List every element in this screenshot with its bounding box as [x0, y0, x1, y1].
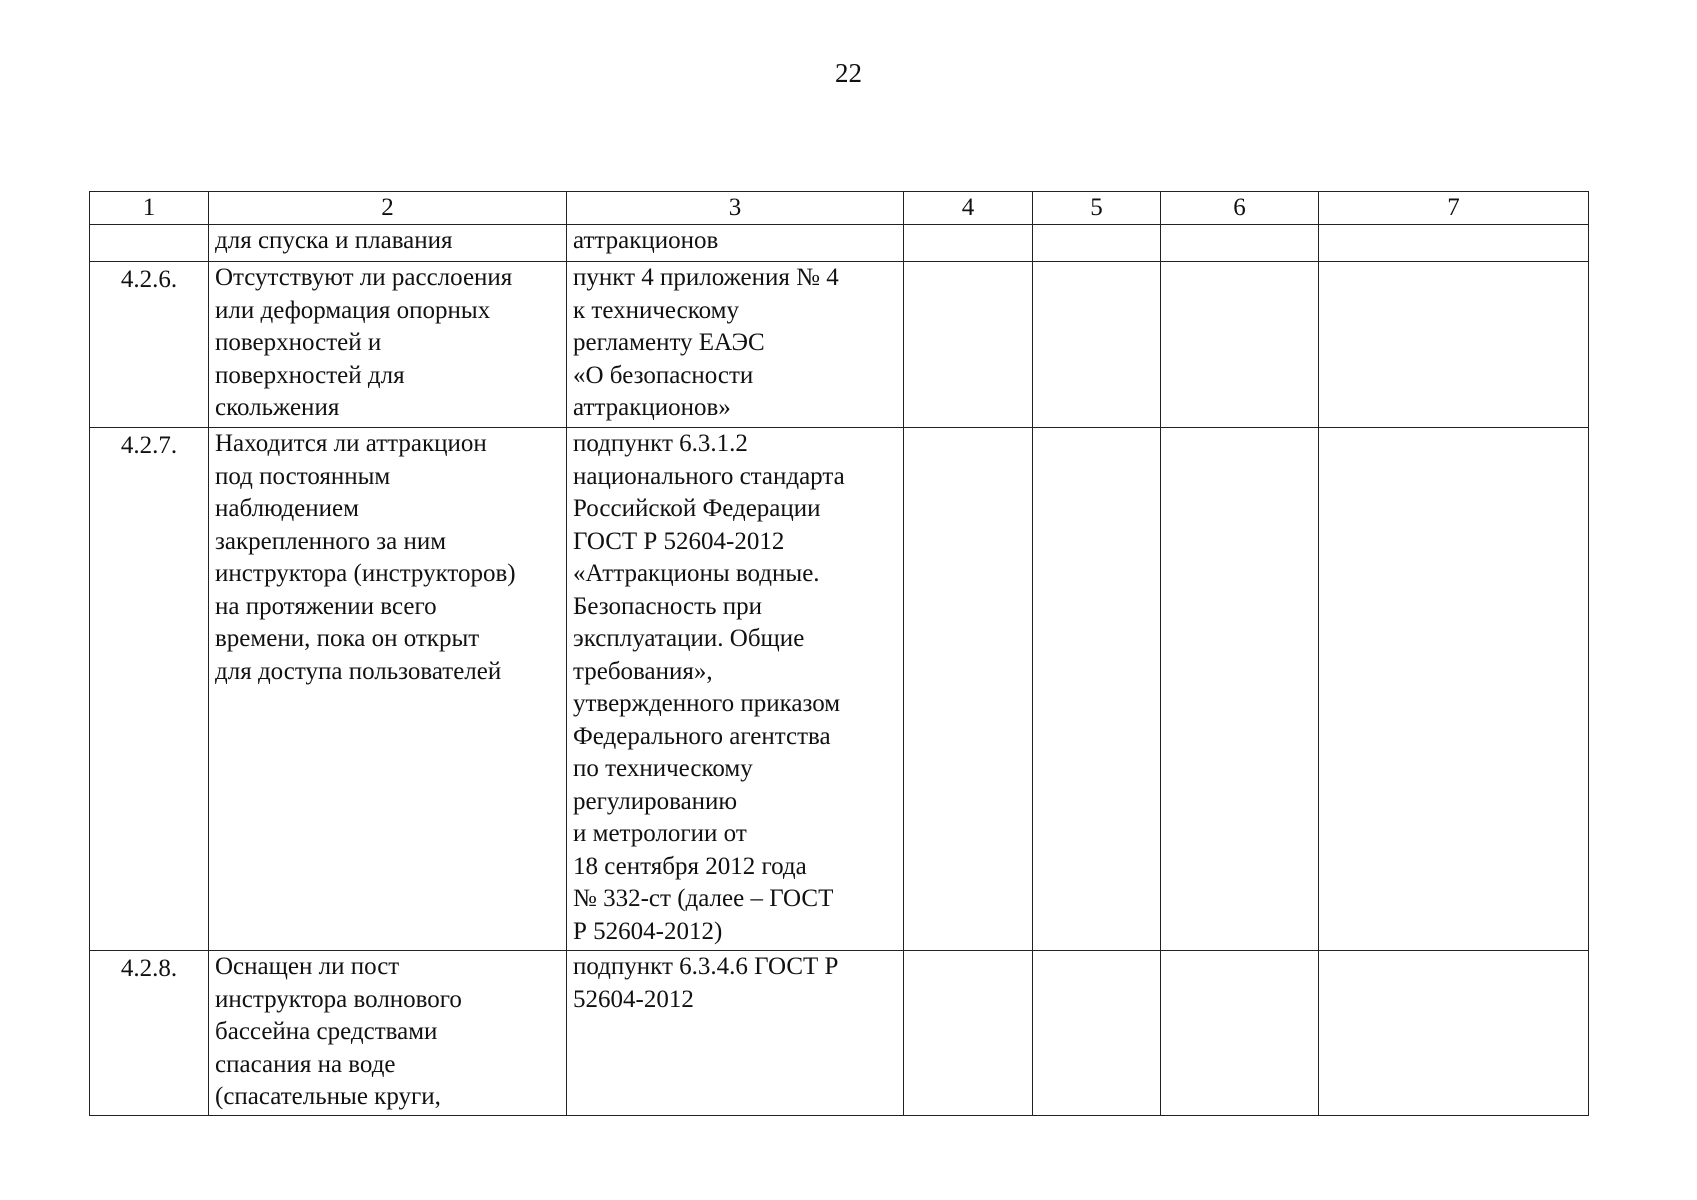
answer-cell-6: [1161, 428, 1319, 951]
header-cell-1: 1: [90, 192, 209, 225]
reference-cell: аттракционов: [567, 225, 904, 262]
answer-cell-6: [1161, 262, 1319, 428]
reference-cell: подпункт 6.3.1.2 национального стандарта Российской Федерации ГОСТ Р 52604-2012 «Аттракционы водные. Безопасность при эксплуатации. Общие требования», утвержденного приказом Федерального агентства по техническому регулированию и метрологии от 18 сентября 2012 года № 332-ст (далее – ГОСТ Р 52604-2012): [567, 428, 904, 951]
answer-cell-4: [904, 428, 1033, 951]
answer-cell-5: [1033, 262, 1161, 428]
checklist-table: [89, 191, 1589, 1116]
table-row: [90, 225, 1589, 262]
page-number: 22: [835, 58, 862, 88]
reference-cell: пункт 4 приложения № 4 к техническому регламенту ЕАЭС «О безопасности аттракционов»: [567, 262, 904, 428]
answer-cell-5: [1033, 225, 1161, 262]
answer-cell-7: [1319, 951, 1589, 1116]
header-cell-3: 3: [567, 192, 904, 225]
answer-cell-4: [904, 225, 1033, 262]
item-number: 4.2.6.: [90, 262, 209, 428]
header-cell-2: 2: [209, 192, 567, 225]
question-cell: Находится ли аттракцион под постоянным наблюдением закрепленного за ним инструктора (инструкторов) на протяжении всего времени, пока он открыт для доступа пользователей: [209, 428, 567, 951]
table-row: [90, 951, 1589, 1116]
table-row: [90, 262, 1589, 428]
header-cell-6: 6: [1161, 192, 1319, 225]
header-cell-4: 4: [904, 192, 1033, 225]
answer-cell-4: [904, 951, 1033, 1116]
table-header-row: [90, 192, 1589, 225]
question-cell: для спуска и плавания: [209, 225, 567, 262]
answer-cell-7: [1319, 225, 1589, 262]
answer-cell-4: [904, 262, 1033, 428]
item-number: [90, 225, 209, 262]
question-cell: Отсутствуют ли расслоения или деформация опорных поверхностей и поверхностей для скольжения: [209, 262, 567, 428]
answer-cell-6: [1161, 225, 1319, 262]
reference-cell: подпункт 6.3.4.6 ГОСТ Р 52604-2012: [567, 951, 904, 1116]
item-number: 4.2.7.: [90, 428, 209, 951]
header-cell-7: 7: [1319, 192, 1589, 225]
answer-cell-7: [1319, 428, 1589, 951]
answer-cell-6: [1161, 951, 1319, 1116]
item-number: 4.2.8.: [90, 951, 209, 1116]
header-cell-5: 5: [1033, 192, 1161, 225]
answer-cell-5: [1033, 428, 1161, 951]
answer-cell-7: [1319, 262, 1589, 428]
question-cell: Оснащен ли пост инструктора волнового бассейна средствами спасания на воде (спасательные круги,: [209, 951, 567, 1116]
answer-cell-5: [1033, 951, 1161, 1116]
table-row: [90, 428, 1589, 951]
